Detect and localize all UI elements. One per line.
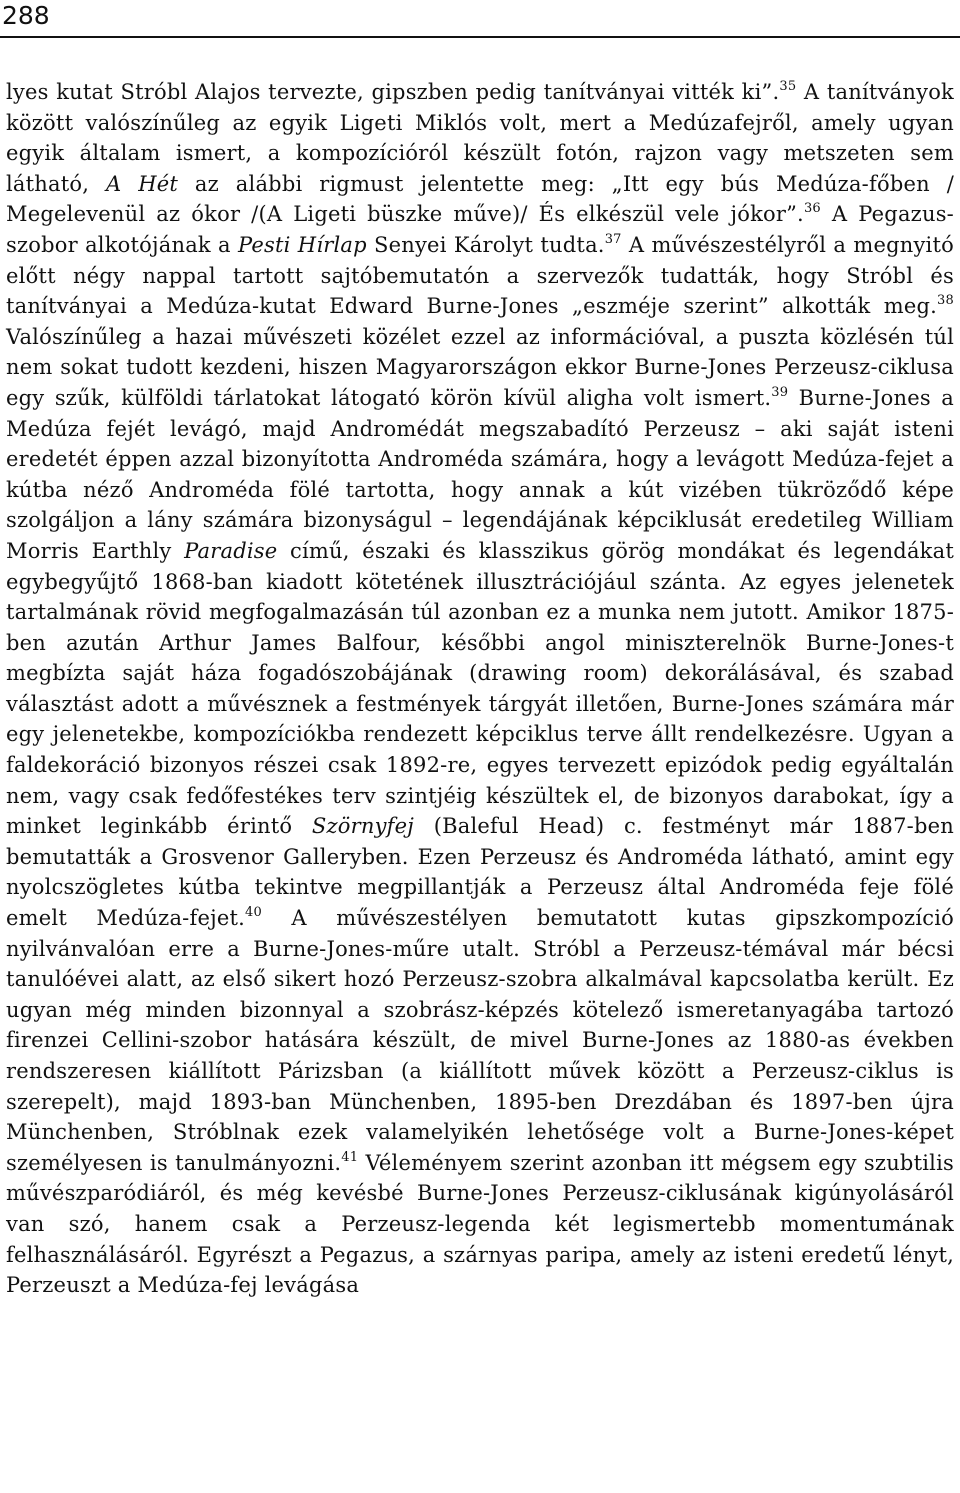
italic-title-a-het: A Hét [106, 171, 179, 196]
header-rule [0, 36, 960, 38]
footnote-ref-39[interactable]: 39 [771, 384, 789, 400]
text-run: A művészestélyen bemutatott kutas gipszkompozíció nyilvánvalóan erre a Burne-Jones-műre utalt. Stróbl a Perzeusz-témával már bécsi tanulóévei alatt, az első sikert hozó Perzeusz-szobra alkalmával kapcsolatba került. Ez ugyan még minden bizonnyal a szobrász-képzés kötelező ismeretanyagába tartozó firenzei Cellini-szobor hatására készült, de mivel Burne-Jones az 1880-as években rendszeresen kiállított Párizsban (a kiállított művek között a Perzeusz-ciklus is szerepelt), majd 1893-ban Münchenben, 1895-ben Drezdában és 1897-ben újra Münchenben, Stróblnak ezek valamelyikén lehetősége volt a Burne-Jones-képet személyesen is tanulmányozni. [6, 906, 954, 1175]
footnote-ref-38[interactable]: 38 [937, 293, 954, 309]
footnote-ref-35[interactable]: 35 [779, 79, 797, 94]
footnote-ref-37[interactable]: 37 [604, 231, 622, 247]
text-run: A tanítványok között valószínűleg az egyik Ligeti Miklós volt, mert a Medúzafejről, amely ugyan egyik általam ismert, a kompozícióról készült fotón, rajzon vagy metszeten sem látható, [6, 80, 954, 196]
footnote-ref-36[interactable]: 36 [803, 201, 821, 217]
text-run: (Baleful Head) c. festményt már 1887-ben bemutatták a Grosvenor Galleryben. Ezen Perzeusz és Androméda látható, amint egy nyolcszögletes kútba tekintve megpillantják a Perzeusz által Androméda feje fölé emelt Medúza-fejet. [6, 814, 954, 931]
text-run: lyes kutat Stróbl Alajos tervezte, gipszben pedig tanítványai vitték ki”. [6, 80, 780, 104]
italic-title-pesti-hirlap: Pesti Hírlap [238, 232, 367, 257]
text-run: az alábbi rigmust jelentette meg: „Itt egy bús Medúza-főben / Megelevenül az ókor /(A Ligeti büszke műve)/ És elkészül vele jókor”. [6, 171, 954, 227]
text-run: Burne-Jones a Medúza fejét levágó, majd Andromédát megszabadító Perzeusz – aki saját isteni eredetét éppen azzal bizonyította Androméda számára, hogy a levágott Medúza-fejet a kútba néző Androméda fölé tartotta, hogy annak a kút vizében tükröződő képe szolgáljon a lány számára bizonyságul – legendájának képciklusát eredetileg William Morris Earthly [6, 385, 955, 563]
text-run: című, északi és klasszikus görög mondákat és legendákat egybegyűjtő 1868-ban kiadott kötetének illusztrációjául szánta. Az egyes jelenetek tartalmának rövid megfogalmazásán túl azonban ez a munka nem jutott. Amikor 1875-ben azután Arthur James Balfour, későbbi angol miniszterelnök Burne-Jones-t megbízta saját háza fogadószobájának (drawing room) dekorálásával, és szabad választást adott a művésznek a festmények tárgyát illetően, Burne-Jones számára már egy jelenetekbe, kompozíciókba rendezett képciklus terve állt rendelkezésre. Ugyan a faldekoráció bizonyos részei csak 1892-re, egyes tervezett epizódok pedig egyáltalán nem, vagy csak fedőfestékes terv szintjéig készültek el, de bizonyos darabokat, így a minket leginkább érintő [6, 538, 954, 839]
page-number: 288 [2, 1, 50, 30]
text-run: Valószínűleg a hazai művészeti közélet ezzel az információval, a puszta közlésén túl nem sokat tudott kezdeni, hiszen Magyarországon ekkor Burne-Jones Perzeusz-ciklusa egy szűk, külföldi tárlatokat látogató körön kívül aligha volt ismert. [6, 324, 954, 410]
body-paragraph [6, 77, 954, 1301]
text-run: Senyei Károlyt tudta. [366, 232, 605, 257]
italic-title-szornyfej: Szörnyfej [311, 814, 415, 839]
page-header [0, 0, 960, 38]
italic-title-paradise: Paradise [184, 538, 278, 563]
text-run: A művészestélyről a megnyitó előtt négy nappal tartott sajtóbemutatón a szervezők tudatták, hogy Stróbl és tanítványai a Medúza-kutat Edward Burne-Jones „eszméje szerint” alkották meg. [6, 232, 954, 319]
text-run: A Pegazus-szobor alkotójának a [6, 202, 954, 257]
text-run: Véleményem szerint azonban itt mégsem egy szubtilis művészparódiáról, és még kevésbé Burne-Jones Perzeusz-ciklusának kigúnyolásáról van szó, hanem csak a Perzeusz-legenda két legismertebb momentumának felhasználásáról. Egyrészt a Pegazus, a szárnyas paripa, amely az isteni eredetű lényt, Perzeuszt a Medúza-fej levágása [6, 1150, 954, 1298]
footnote-ref-40[interactable]: 40 [245, 905, 262, 921]
footnote-ref-41[interactable]: 41 [341, 1149, 359, 1165]
